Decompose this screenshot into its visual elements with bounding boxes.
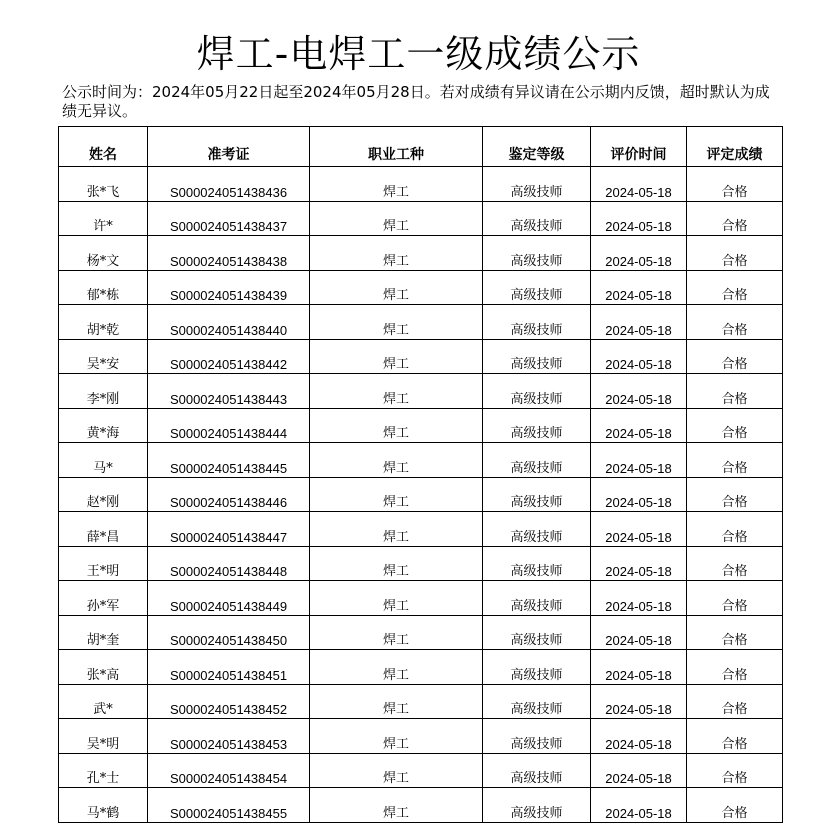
cell-eval-date: 2024-05-18 xyxy=(591,615,687,650)
cell-occupation: 焊工 xyxy=(310,512,483,547)
page-title: 焊工-电焊工一级成绩公示 xyxy=(196,32,641,76)
cell-name: 黄*海 xyxy=(59,408,148,443)
cell-result: 合格 xyxy=(687,270,783,305)
table-row xyxy=(59,581,783,616)
cell-result: 合格 xyxy=(687,236,783,271)
cell-level: 高级技师 xyxy=(483,201,591,236)
cell-result: 合格 xyxy=(687,512,783,547)
table-row xyxy=(59,615,783,650)
cell-name: 李*刚 xyxy=(59,374,148,409)
cell-exam-id: S000024051438437 xyxy=(148,201,310,236)
cell-exam-id: S000024051438449 xyxy=(148,581,310,616)
cell-result: 合格 xyxy=(687,443,783,478)
cell-occupation: 焊工 xyxy=(310,753,483,788)
table-row xyxy=(59,167,783,202)
cell-eval-date: 2024-05-18 xyxy=(591,477,687,512)
cell-occupation: 焊工 xyxy=(310,650,483,685)
cell-exam-id: S000024051438451 xyxy=(148,650,310,685)
cell-exam-id: S000024051438443 xyxy=(148,374,310,409)
cell-name: 马* xyxy=(59,443,148,478)
cell-result: 合格 xyxy=(687,788,783,823)
table-row xyxy=(59,546,783,581)
cell-result: 合格 xyxy=(687,650,783,685)
cell-name: 武* xyxy=(59,684,148,719)
table-row xyxy=(59,201,783,236)
table-row xyxy=(59,684,783,719)
cell-occupation: 焊工 xyxy=(310,684,483,719)
cell-result: 合格 xyxy=(687,201,783,236)
cell-level: 高级技师 xyxy=(483,374,591,409)
cell-eval-date: 2024-05-18 xyxy=(591,546,687,581)
cell-result: 合格 xyxy=(687,753,783,788)
cell-level: 高级技师 xyxy=(483,305,591,340)
cell-result: 合格 xyxy=(687,339,783,374)
cell-exam-id: S000024051438446 xyxy=(148,477,310,512)
header-eval-date: 评价时间 xyxy=(591,127,687,167)
cell-exam-id: S000024051438436 xyxy=(148,167,310,202)
cell-level: 高级技师 xyxy=(483,167,591,202)
table-row xyxy=(59,650,783,685)
cell-result: 合格 xyxy=(687,546,783,581)
cell-eval-date: 2024-05-18 xyxy=(591,305,687,340)
cell-result: 合格 xyxy=(687,684,783,719)
cell-name: 薛*昌 xyxy=(59,512,148,547)
cell-exam-id: S000024051438442 xyxy=(148,339,310,374)
cell-name: 吴*明 xyxy=(59,719,148,754)
cell-occupation: 焊工 xyxy=(310,477,483,512)
cell-eval-date: 2024-05-18 xyxy=(591,270,687,305)
header-exam-id: 准考证 xyxy=(148,127,310,167)
cell-eval-date: 2024-05-18 xyxy=(591,788,687,823)
cell-result: 合格 xyxy=(687,719,783,754)
cell-name: 杨*文 xyxy=(59,236,148,271)
header-level: 鉴定等级 xyxy=(483,127,591,167)
table-row xyxy=(59,408,783,443)
cell-result: 合格 xyxy=(687,477,783,512)
cell-level: 高级技师 xyxy=(483,270,591,305)
cell-name: 孔*士 xyxy=(59,753,148,788)
cell-occupation: 焊工 xyxy=(310,305,483,340)
cell-result: 合格 xyxy=(687,408,783,443)
table-row xyxy=(59,236,783,271)
table-row xyxy=(59,443,783,478)
cell-level: 高级技师 xyxy=(483,443,591,478)
cell-exam-id: S000024051438438 xyxy=(148,236,310,271)
results-table xyxy=(58,126,783,823)
header-row xyxy=(59,127,783,167)
cell-result: 合格 xyxy=(687,615,783,650)
cell-occupation: 焊工 xyxy=(310,719,483,754)
cell-level: 高级技师 xyxy=(483,650,591,685)
cell-name: 赵*刚 xyxy=(59,477,148,512)
table-row xyxy=(59,753,783,788)
cell-eval-date: 2024-05-18 xyxy=(591,581,687,616)
cell-exam-id: S000024051438447 xyxy=(148,512,310,547)
cell-level: 高级技师 xyxy=(483,719,591,754)
notice-text: 公示时间为：2024年05月22日起至2024年05月28日。若对成绩有异议请在公示期内反馈，超时默认为成绩无异议。 xyxy=(62,83,770,120)
cell-level: 高级技师 xyxy=(483,581,591,616)
cell-level: 高级技师 xyxy=(483,615,591,650)
table-row xyxy=(59,339,783,374)
cell-level: 高级技师 xyxy=(483,546,591,581)
cell-name: 马*鹤 xyxy=(59,788,148,823)
table-row xyxy=(59,512,783,547)
table-header xyxy=(59,127,783,167)
header-result: 评定成绩 xyxy=(687,127,783,167)
cell-result: 合格 xyxy=(687,167,783,202)
table-row xyxy=(59,270,783,305)
cell-exam-id: S000024051438455 xyxy=(148,788,310,823)
cell-level: 高级技师 xyxy=(483,408,591,443)
cell-eval-date: 2024-05-18 xyxy=(591,684,687,719)
header-occupation: 职业工种 xyxy=(310,127,483,167)
cell-name: 张*飞 xyxy=(59,167,148,202)
table-row xyxy=(59,788,783,823)
cell-name: 吴*安 xyxy=(59,339,148,374)
cell-level: 高级技师 xyxy=(483,788,591,823)
cell-eval-date: 2024-05-18 xyxy=(591,374,687,409)
cell-name: 王*明 xyxy=(59,546,148,581)
cell-exam-id: S000024051438444 xyxy=(148,408,310,443)
cell-name: 胡*奎 xyxy=(59,615,148,650)
cell-level: 高级技师 xyxy=(483,753,591,788)
cell-occupation: 焊工 xyxy=(310,546,483,581)
cell-exam-id: S000024051438450 xyxy=(148,615,310,650)
table-row xyxy=(59,719,783,754)
cell-eval-date: 2024-05-18 xyxy=(591,512,687,547)
cell-eval-date: 2024-05-18 xyxy=(591,201,687,236)
cell-exam-id: S000024051438453 xyxy=(148,719,310,754)
cell-exam-id: S000024051438440 xyxy=(148,305,310,340)
cell-result: 合格 xyxy=(687,581,783,616)
cell-occupation: 焊工 xyxy=(310,408,483,443)
cell-name: 郁*栋 xyxy=(59,270,148,305)
cell-occupation: 焊工 xyxy=(310,236,483,271)
table-row xyxy=(59,477,783,512)
table-body xyxy=(59,167,783,823)
cell-eval-date: 2024-05-18 xyxy=(591,339,687,374)
cell-exam-id: S000024051438448 xyxy=(148,546,310,581)
cell-occupation: 焊工 xyxy=(310,581,483,616)
cell-eval-date: 2024-05-18 xyxy=(591,236,687,271)
table-row xyxy=(59,374,783,409)
cell-level: 高级技师 xyxy=(483,236,591,271)
cell-occupation: 焊工 xyxy=(310,270,483,305)
cell-result: 合格 xyxy=(687,374,783,409)
cell-result: 合格 xyxy=(687,305,783,340)
cell-occupation: 焊工 xyxy=(310,201,483,236)
cell-occupation: 焊工 xyxy=(310,339,483,374)
cell-name: 孙*军 xyxy=(59,581,148,616)
cell-occupation: 焊工 xyxy=(310,788,483,823)
cell-eval-date: 2024-05-18 xyxy=(591,443,687,478)
cell-exam-id: S000024051438439 xyxy=(148,270,310,305)
cell-name: 张*高 xyxy=(59,650,148,685)
cell-level: 高级技师 xyxy=(483,339,591,374)
cell-eval-date: 2024-05-18 xyxy=(591,167,687,202)
cell-level: 高级技师 xyxy=(483,512,591,547)
table-row xyxy=(59,305,783,340)
cell-level: 高级技师 xyxy=(483,684,591,719)
cell-exam-id: S000024051438445 xyxy=(148,443,310,478)
cell-occupation: 焊工 xyxy=(310,374,483,409)
cell-level: 高级技师 xyxy=(483,477,591,512)
cell-name: 胡*乾 xyxy=(59,305,148,340)
cell-eval-date: 2024-05-18 xyxy=(591,650,687,685)
cell-name: 许* xyxy=(59,201,148,236)
cell-eval-date: 2024-05-18 xyxy=(591,408,687,443)
header-name: 姓名 xyxy=(59,127,148,167)
cell-exam-id: S000024051438454 xyxy=(148,753,310,788)
cell-occupation: 焊工 xyxy=(310,443,483,478)
cell-occupation: 焊工 xyxy=(310,615,483,650)
cell-occupation: 焊工 xyxy=(310,167,483,202)
cell-eval-date: 2024-05-18 xyxy=(591,753,687,788)
cell-exam-id: S000024051438452 xyxy=(148,684,310,719)
cell-eval-date: 2024-05-18 xyxy=(591,719,687,754)
